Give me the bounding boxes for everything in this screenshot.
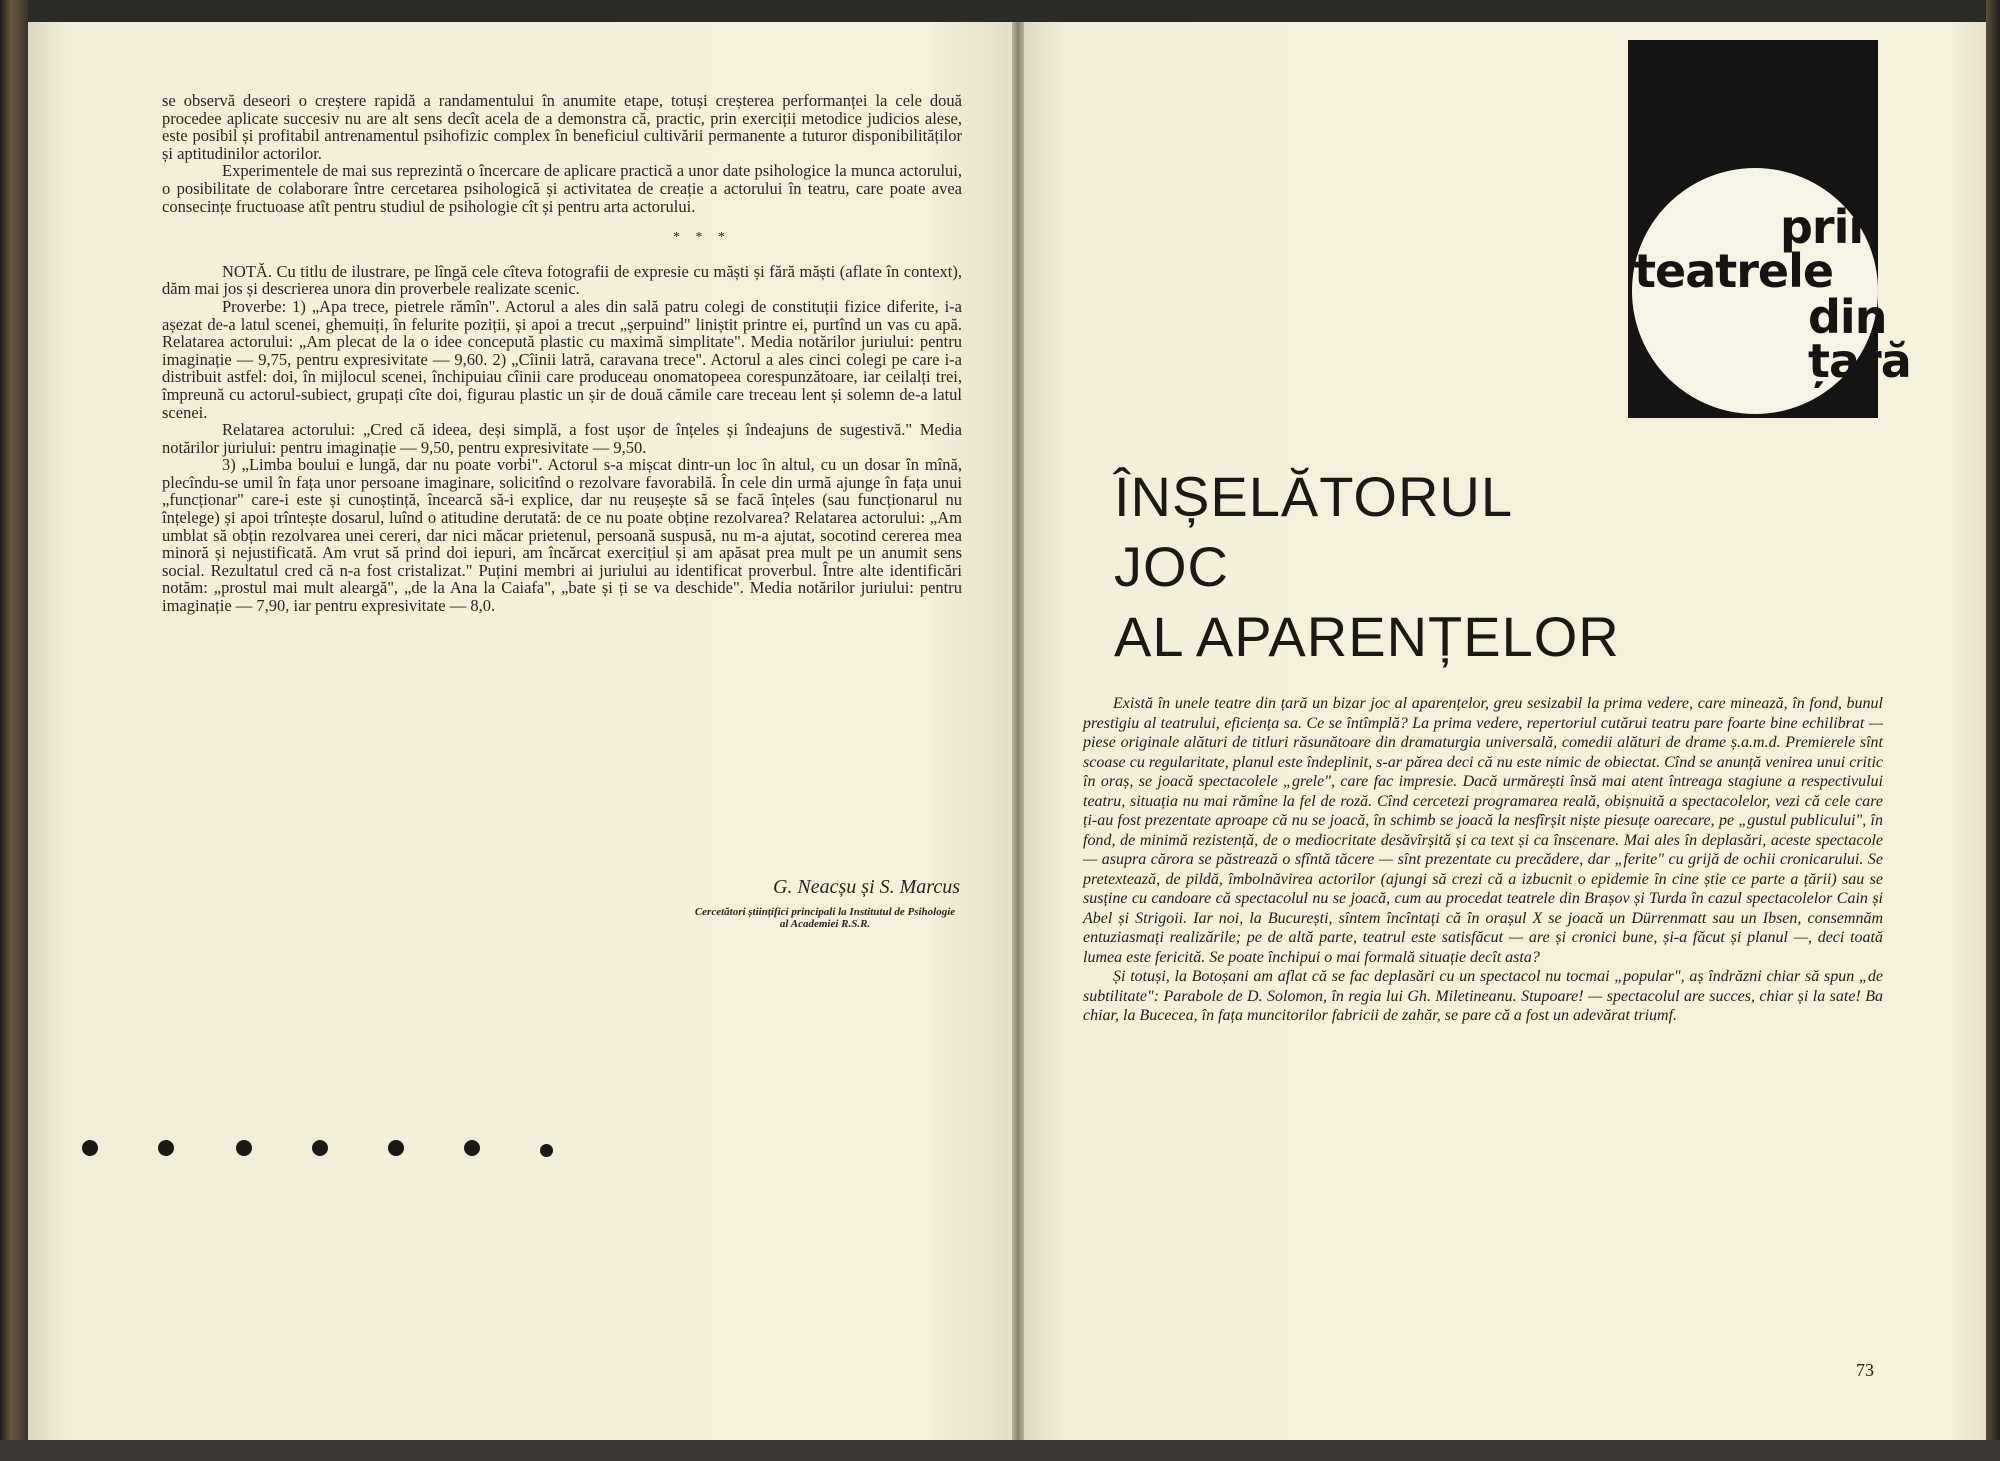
left-paragraph: se observă deseori o creștere rapidă a randamentului în anumite etape, totuși creșterea performanței la cele două procedee aplicate succesiv nu are alt sens decît acela de a demonstra că, practic, prin exerciții metodice judicios alese, este posibil și profitabil antrenamentul psihofizic complex în beneficiul cultivării permanente a tuturor disponibilităților și aptitudinilor actorilor.: [162, 91, 962, 163]
page-gutter: [1012, 22, 1024, 1440]
note-paragraph: Proverbe: 1) „Apa trece, pietrele rămîn". Actorul a ales din sală patru colegi de constituții fizice diferite, i-a așezat de-a latul scenei, ghemuiți, în felurite poziții, și apoi a trecut „șerpuind" liniștit printre ei, purtînd un vas cu apă. Relatarea actorului: „Am plecat de la o idee concepută plastic cu maximă simplitate". Media notărilor juriului: pentru imaginație — 9,75, pentru expresivitate — 9,60. 2) „Cîinii latră, caravana trece". Actorul a ales cinci colegi pe care i-a distribuit astfel: doi, în mijlocul scenei, închipuiau cîinii care produceau onomatopeea corespunzătoare, iar ceilalți trei, împreună cu actorul-subiect, grupați cîte doi, figurau plastic un șir de două cămile care treceau lent și solemn de-a latul scenei.: [162, 296, 962, 422]
title-line: AL APARENȚELOR: [1114, 605, 1620, 668]
decorative-dots: [70, 1140, 590, 1170]
badge-word: din: [1808, 290, 1887, 344]
dot-ornament: [158, 1140, 174, 1156]
left-paragraph: Experimentele de mai sus reprezintă o încercare de aplicare practică a unor date psihologice la munca actorului, o posibilitate de colaborare între cercetarea psihologică și activitatea de creație a actorului în teatru, care poate avea consecințe fructuoase atît pentru studiul de psihologie cît și pentru arta actorului.: [162, 161, 962, 216]
note-paragraph: Relatarea actorului: „Cred că ideea, deși simplă, a fost ușor de înțeles și îndeajuns de sugestivă." Media notărilor juriului: pentru imaginație — 9,50, pentru expresivitate — 9,50.: [162, 420, 962, 457]
dot-ornament: [236, 1140, 252, 1156]
section-badge: [1632, 168, 1911, 414]
book-spine-left: [0, 0, 28, 1461]
dot-ornament: [82, 1140, 98, 1156]
left-article-text: [162, 92, 962, 615]
title-line: JOC: [1114, 535, 1229, 598]
section-separator: * * *: [673, 230, 731, 246]
page-number: 73: [1856, 1360, 1874, 1380]
note-paragraph: NOTĂ. Cu titlu de ilustrare, pe lîngă cele cîteva fotografii de expresie cu măști și fără măști (aflate în context), dăm mai jos și descrierea unora din proverbele realizate scenic.: [162, 261, 962, 299]
right-article-text: [1083, 694, 1883, 1026]
title-line: ÎNȘELĂTORUL: [1114, 465, 1513, 528]
author-signature: G. Neacșu și S. Marcus: [772, 876, 960, 898]
author-affiliation: Cercetători științifici principali la Institutul de Psihologie al Academiei R.S.R.: [694, 906, 956, 930]
article-paragraph: Și totuși, la Botoșani am aflat că se fac deplasări cu un spectacol nu tocmai „popular", aș îndrăzni chiar să spun „de subtilitate": Parabole de D. Solomon, în regia lui Gh. Miletineanu. Stupoare! — spectacolul are succes, chiar și la sate! Ba chiar, la Bucecea, în fața muncitorilor fabricii de zahăr, se pare că a fost un adevărat triumf.: [1083, 968, 1883, 1024]
note-paragraph: 3) „Limba boului e lungă, dar nu poate vorbi". Actorul s-a mișcat dintr-un loc în altul, cu un dosar în mînă, plecîndu-se umil în fața unor persoane imaginare, solicitînd o rezolvare favorabilă. În cele din urmă ajunge în fața unui „funcționar" care-i este și cunoștință, încearcă să-i explice, dar nu reușește să se facă înțeles (sau funcționarul nu înțelege) și apoi trîntește dosarul, luînd o atitudine derutată: de ce nu poate obține rezolvarea? Relatarea actorului: „Am umblat să obțin rezolvarea unei cereri, dar nici măcar prietenul, persoană suspusă, nu m-a ajutat, socotind cererea mea minoră și nejustificată. Am vrut să prind doi iepuri, am încărcat exercițiul și am apăsat prea mult pe un anumit sens social. Rezultatul cred că n-a fost cristalizat." Puțini membri ai juriului au identificat proverbul. Între alte identificări notăm: „prostul mai mult aleargă", „de la Ana la Caiafa", „bate și ți se va deschide". Media notărilor juriului: pentru imaginație — 7,90, iar pentru expresivitate — 8,0.: [162, 455, 962, 616]
badge-word: teatrele: [1634, 244, 1834, 298]
dot-ornament: [540, 1144, 553, 1157]
badge-word: prin: [1780, 200, 1881, 254]
article-title: [1114, 462, 1620, 672]
book-edge-right: [1986, 0, 2000, 1461]
dot-ornament: [464, 1140, 480, 1156]
article-paragraph: Există în unele teatre din țară un bizar joc al aparențelor, greu sesizabil la prima vedere, care minează, în fond, bunul prestigiu al teatrului, eficiența sa. Ce se întîmplă? La prima vedere, repertoriul cutărui teatru pare foarte bine echilibrat — piese originale alături de titluri răsunătoare din dramaturgia universală, comedii alături de drame ș.a.m.d. Premierele sînt scoase cu regularitate, planul este îndeplinit, s-ar părea deci că nu este nimic de obiectat. Cînd se anunță venirea unui critic în oraș, se joacă spectacolele „grele", care fac impresie. Dacă urmărești însă mai atent întreaga stagiune a respectivului teatru, situația nu mai rămîne la fel de roză. Cînd cercetezi programarea reală, obișnuită a spectacolelor, vezi că cele care ți-au fost prezentate aproape că nu se joacă, în schimb se joacă la nesfîrșit niște piesuțe oarecare, pe „gustul publicului", în fond, de minimă rezistență, de o mediocritate desăvîrșită și ca text și ca înscenare. Mai ales în deplasări, aceste spectacole — asupra cărora se păstrează o sfîntă tăcere — sînt prezentate cu precădere, dar „ferite" cu grijă de ochii cronicarului. Se pretextează, de pildă, îmbolnăvirea actorilor (ajungi să crezi că a izbucnit o epidemie în cine știe ce parte a țării) sau se susține cu candoare că spectacolul nu se joacă, cum au procedat teatrele din Brașov și Turda în cazul spectacolelor Cain și Abel și Strigoii. Iar noi, la București, sîntem încîntați că în orașul X se joacă un Dürrenmatt sau un Ibsen, consemnăm entuziasmați realizările; pe de altă parte, teatrul este satisfăcut — are și cronici bune, și-a făcut și planul —, deci toată lumea este fericită. Se poate închipui o mai formală situație decît asta?: [1083, 695, 1883, 966]
dot-ornament: [312, 1140, 328, 1156]
book-bottom-edge: [0, 1440, 2000, 1461]
badge-word: țară: [1808, 334, 1911, 388]
dot-ornament: [388, 1140, 404, 1156]
